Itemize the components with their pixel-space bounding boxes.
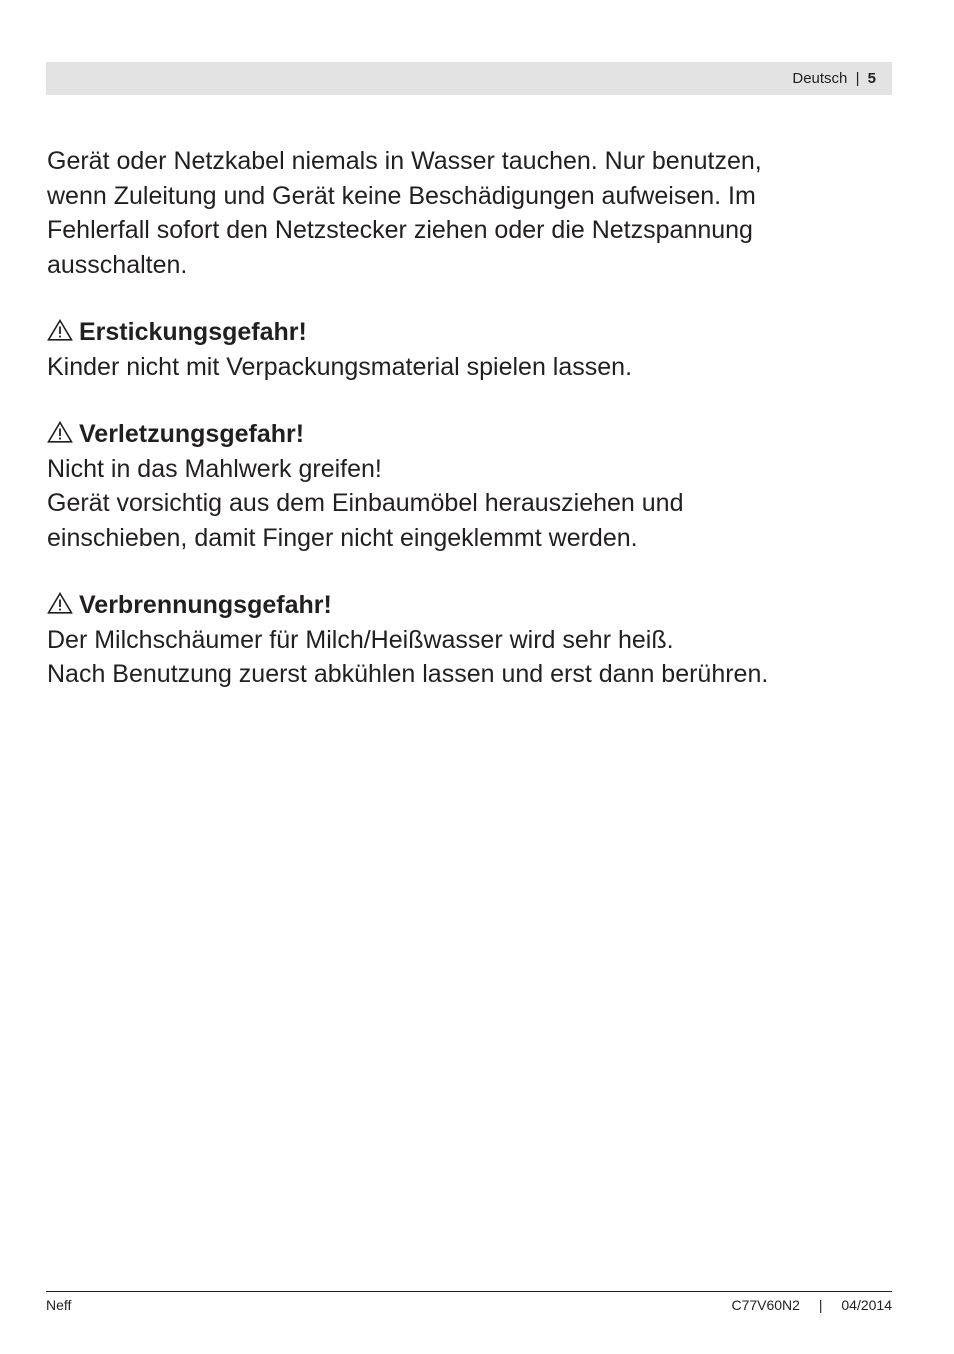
warning-heading bbox=[47, 315, 907, 350]
warning-triangle-icon bbox=[47, 319, 73, 341]
header-bar bbox=[46, 62, 892, 95]
intro-line: wenn Zuleitung und Gerät keine Beschädigungen aufweisen. Im bbox=[47, 181, 756, 210]
warning-line: Der Milchschäumer für Milch/Heißwasser wird sehr heiß. bbox=[47, 625, 674, 654]
warning-triangle-icon bbox=[47, 421, 73, 443]
warning-line: Nach Benutzung zuerst abkühlen lassen und erst dann berühren. bbox=[47, 660, 769, 688]
warning-line: einschieben, damit Finger nicht eingeklemmt werden. bbox=[47, 523, 638, 552]
intro-line: Gerät oder Netzkabel niemals in Wasser tauchen. Nur benutzen, bbox=[47, 147, 762, 175]
warning-heading bbox=[47, 417, 907, 452]
warning-title: Verletzungsgefahr! bbox=[79, 420, 305, 448]
warning-text bbox=[47, 350, 907, 385]
warning-line: Kinder nicht mit Verpackungsmaterial spielen lassen. bbox=[47, 352, 633, 381]
footer-separator: | bbox=[818, 1297, 823, 1313]
warning-triangle-icon bbox=[47, 592, 73, 614]
warning-heading bbox=[47, 588, 907, 623]
header-language: Deutsch bbox=[792, 70, 848, 87]
intro-line: ausschalten. bbox=[47, 250, 188, 279]
footer-model: C77V60N2 bbox=[731, 1297, 800, 1313]
warning-section-suffocation bbox=[47, 315, 907, 384]
footer-brand: Neff bbox=[46, 1297, 72, 1313]
intro-line: Fehlerfall sofort den Netzstecker ziehen oder die Netzspannung bbox=[47, 216, 753, 244]
page-number: 5 bbox=[867, 70, 876, 87]
warning-title: Verbrennungsgefahr! bbox=[79, 591, 332, 619]
warning-section-injury bbox=[47, 417, 907, 555]
warning-line: Nicht in das Mahlwerk greifen! bbox=[47, 454, 382, 483]
warning-text bbox=[47, 623, 907, 692]
footer-divider bbox=[46, 1291, 892, 1292]
warning-line: Gerät vorsichtig aus dem Einbaumöbel herausziehen und bbox=[47, 489, 684, 517]
page-content bbox=[47, 144, 907, 692]
intro-paragraph bbox=[47, 144, 907, 282]
warning-text bbox=[47, 452, 907, 556]
warning-section-burn bbox=[47, 588, 907, 692]
footer-meta bbox=[731, 1297, 892, 1313]
header-label bbox=[792, 70, 876, 87]
header-separator: | bbox=[855, 70, 860, 87]
footer-date: 04/2014 bbox=[841, 1297, 892, 1313]
warning-title: Erstickungsgefahr! bbox=[79, 318, 307, 346]
